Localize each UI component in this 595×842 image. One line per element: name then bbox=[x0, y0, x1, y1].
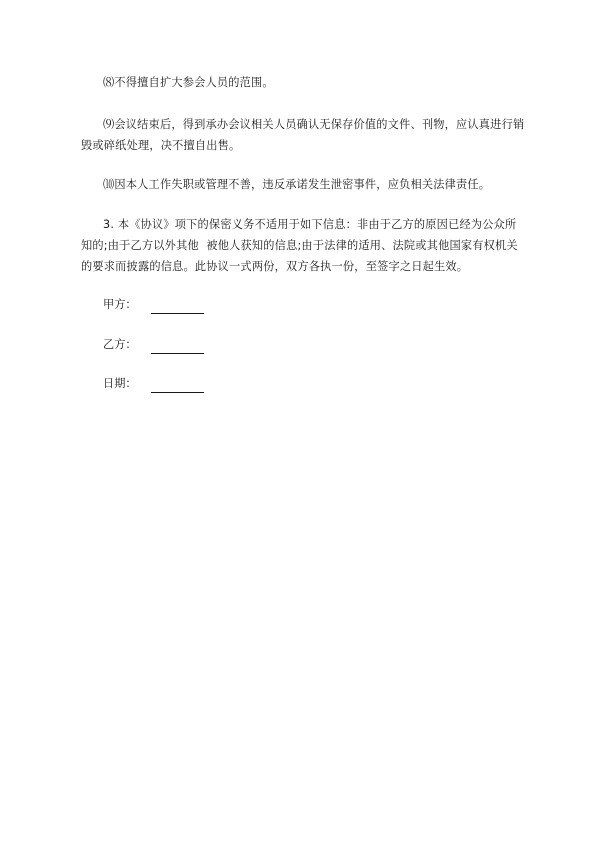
clause-9: ⑼会议结束后，得到承办会议相关人员确认无保存价值的文件、刊物，应认真进行销毁或碎纸处理，决不擅自出售。 bbox=[81, 118, 525, 152]
clause-8: ⑻不得擅自扩大参会人员的范围。 bbox=[103, 76, 274, 89]
date-label: 日期： bbox=[103, 377, 137, 390]
party-a-label: 甲方： bbox=[103, 298, 137, 311]
party-b-blank bbox=[151, 341, 204, 354]
clause-3-confidentiality-exceptions: 3. 本《协议》项下的保密义务不适用于如下信息：非由于乙方的原因已经为公众所知的;由于乙方以外其他 被他人获知的信息;由于法律的适用、法院或其他国家有权机关的要求而披露的信息。此协议一式两份，双方各执一份，至签字之日起生效。 bbox=[81, 218, 518, 273]
clause-10: ⑽因本人工作失职或管理不善，违反承诺发生泄密事件，应负相关法律责任。 bbox=[103, 178, 491, 191]
party-a-signature-line bbox=[103, 296, 204, 314]
party-b-label: 乙方： bbox=[103, 338, 137, 351]
date-signature-line bbox=[103, 375, 204, 393]
party-a-blank bbox=[151, 301, 204, 314]
party-b-signature-line bbox=[103, 336, 204, 354]
date-blank bbox=[151, 380, 204, 393]
